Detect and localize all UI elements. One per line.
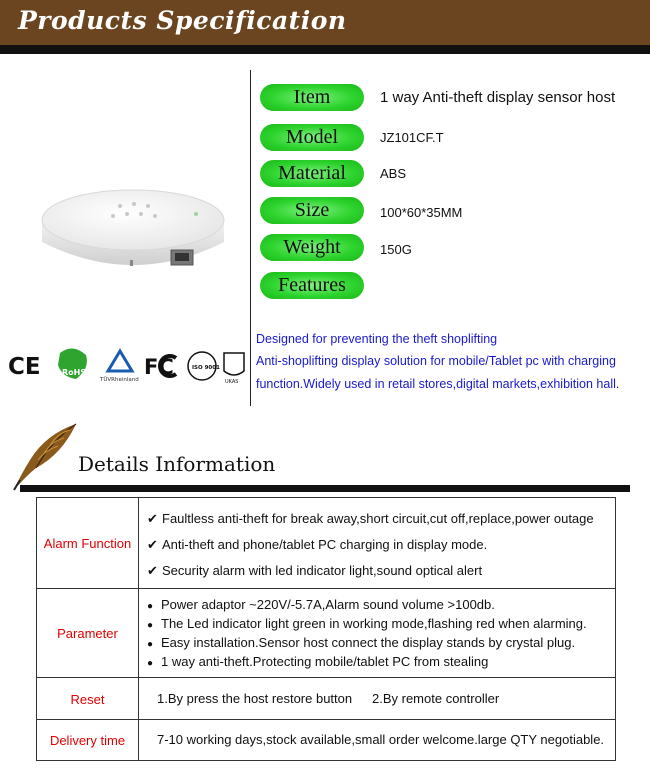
spec-label-material: Material (260, 160, 364, 187)
list-item: 7-10 working days,stock available,small order welcome.large QTY negotiable. (157, 732, 605, 747)
checkmark-icon: ✔ (147, 511, 158, 526)
spec-value-weight: 150G (380, 242, 412, 257)
svg-text:TÜVRheinland: TÜVRheinland (100, 377, 139, 383)
spec-value-item: 1 way Anti-theft display sensor host (380, 89, 616, 106)
list-item: Security alarm with led indicator light,sound optical alert (162, 563, 483, 578)
page-title: Products Specification (18, 6, 347, 35)
details-divider (20, 485, 630, 492)
list-item: 1 way anti-theft.Protecting mobile/tablet PC from stealing (161, 654, 489, 669)
product-image (38, 180, 228, 290)
rohs-logo (58, 348, 87, 379)
bullet-icon: ● (147, 601, 154, 612)
bullet-icon: ● (147, 639, 154, 650)
svg-text:RoHS: RoHS (62, 368, 87, 377)
list-item: Power adaptor ~220V/-5.7A,Alarm sound volume >100db. (161, 597, 495, 612)
category-delivery-time: Delivery time (37, 720, 139, 761)
spec-value-size: 100*60*35MM (380, 205, 463, 220)
checkmark-icon: ✔ (147, 563, 158, 578)
certification-logos (8, 345, 248, 385)
header-divider (0, 45, 650, 54)
table-row (37, 588, 615, 678)
features-line-2: Anti-shoplifting display solution for mobile/Tablet pc with charging (256, 354, 616, 368)
bullet-icon: ● (147, 620, 154, 631)
category-alarm-function: Alarm Function (37, 498, 139, 588)
details-heading: Details Information (78, 452, 276, 476)
category-parameter: Parameter (37, 589, 139, 678)
list-item: Faultless anti-theft for break away,short circuit,cut off,replace,power outage (162, 511, 594, 526)
spec-divider (250, 70, 251, 406)
table-row (37, 719, 615, 761)
list-item: Anti-theft and phone/tablet PC charging in display mode. (162, 537, 488, 552)
list-item: 1.By press the host restore button (157, 691, 353, 706)
checkmark-icon: ✔ (147, 537, 158, 552)
fcc-logo (144, 355, 176, 379)
ce-logo: CE (8, 354, 41, 380)
details-table (36, 497, 616, 761)
spec-label-model: Model (260, 124, 364, 151)
table-row (37, 677, 615, 720)
spec-label-size: Size (260, 197, 364, 224)
spec-label-features: Features (260, 272, 364, 299)
list-item: The Led indicator light green in working mode,flashing red when alarming. (161, 616, 587, 631)
tuv-logo (99, 351, 139, 383)
header-banner (0, 0, 650, 45)
spec-label-weight: Weight (260, 234, 364, 261)
svg-text:UKAS: UKAS (225, 379, 239, 385)
ukas-logo (224, 353, 244, 385)
list-item: Easy installation.Sensor host connect the display stands by crystal plug. (161, 635, 576, 650)
svg-text:FC: FC (144, 355, 174, 379)
table-row (37, 498, 615, 588)
iso-logo (188, 352, 220, 380)
features-line-3: function.Widely used in retail stores,digital markets,exhibition hall. (256, 377, 620, 391)
svg-text:ISO 9001: ISO 9001 (192, 365, 220, 371)
category-reset: Reset (37, 678, 139, 720)
list-item: 2.By remote controller (372, 691, 500, 706)
bullet-icon: ● (147, 658, 154, 669)
spec-label-item: Item (260, 84, 364, 111)
quill-pen-icon (6, 420, 84, 495)
spec-value-material: ABS (380, 166, 407, 181)
features-line-1: Designed for preventing the theft shoplifting (256, 332, 498, 346)
spec-value-model: JZ101CF.T (380, 130, 444, 145)
